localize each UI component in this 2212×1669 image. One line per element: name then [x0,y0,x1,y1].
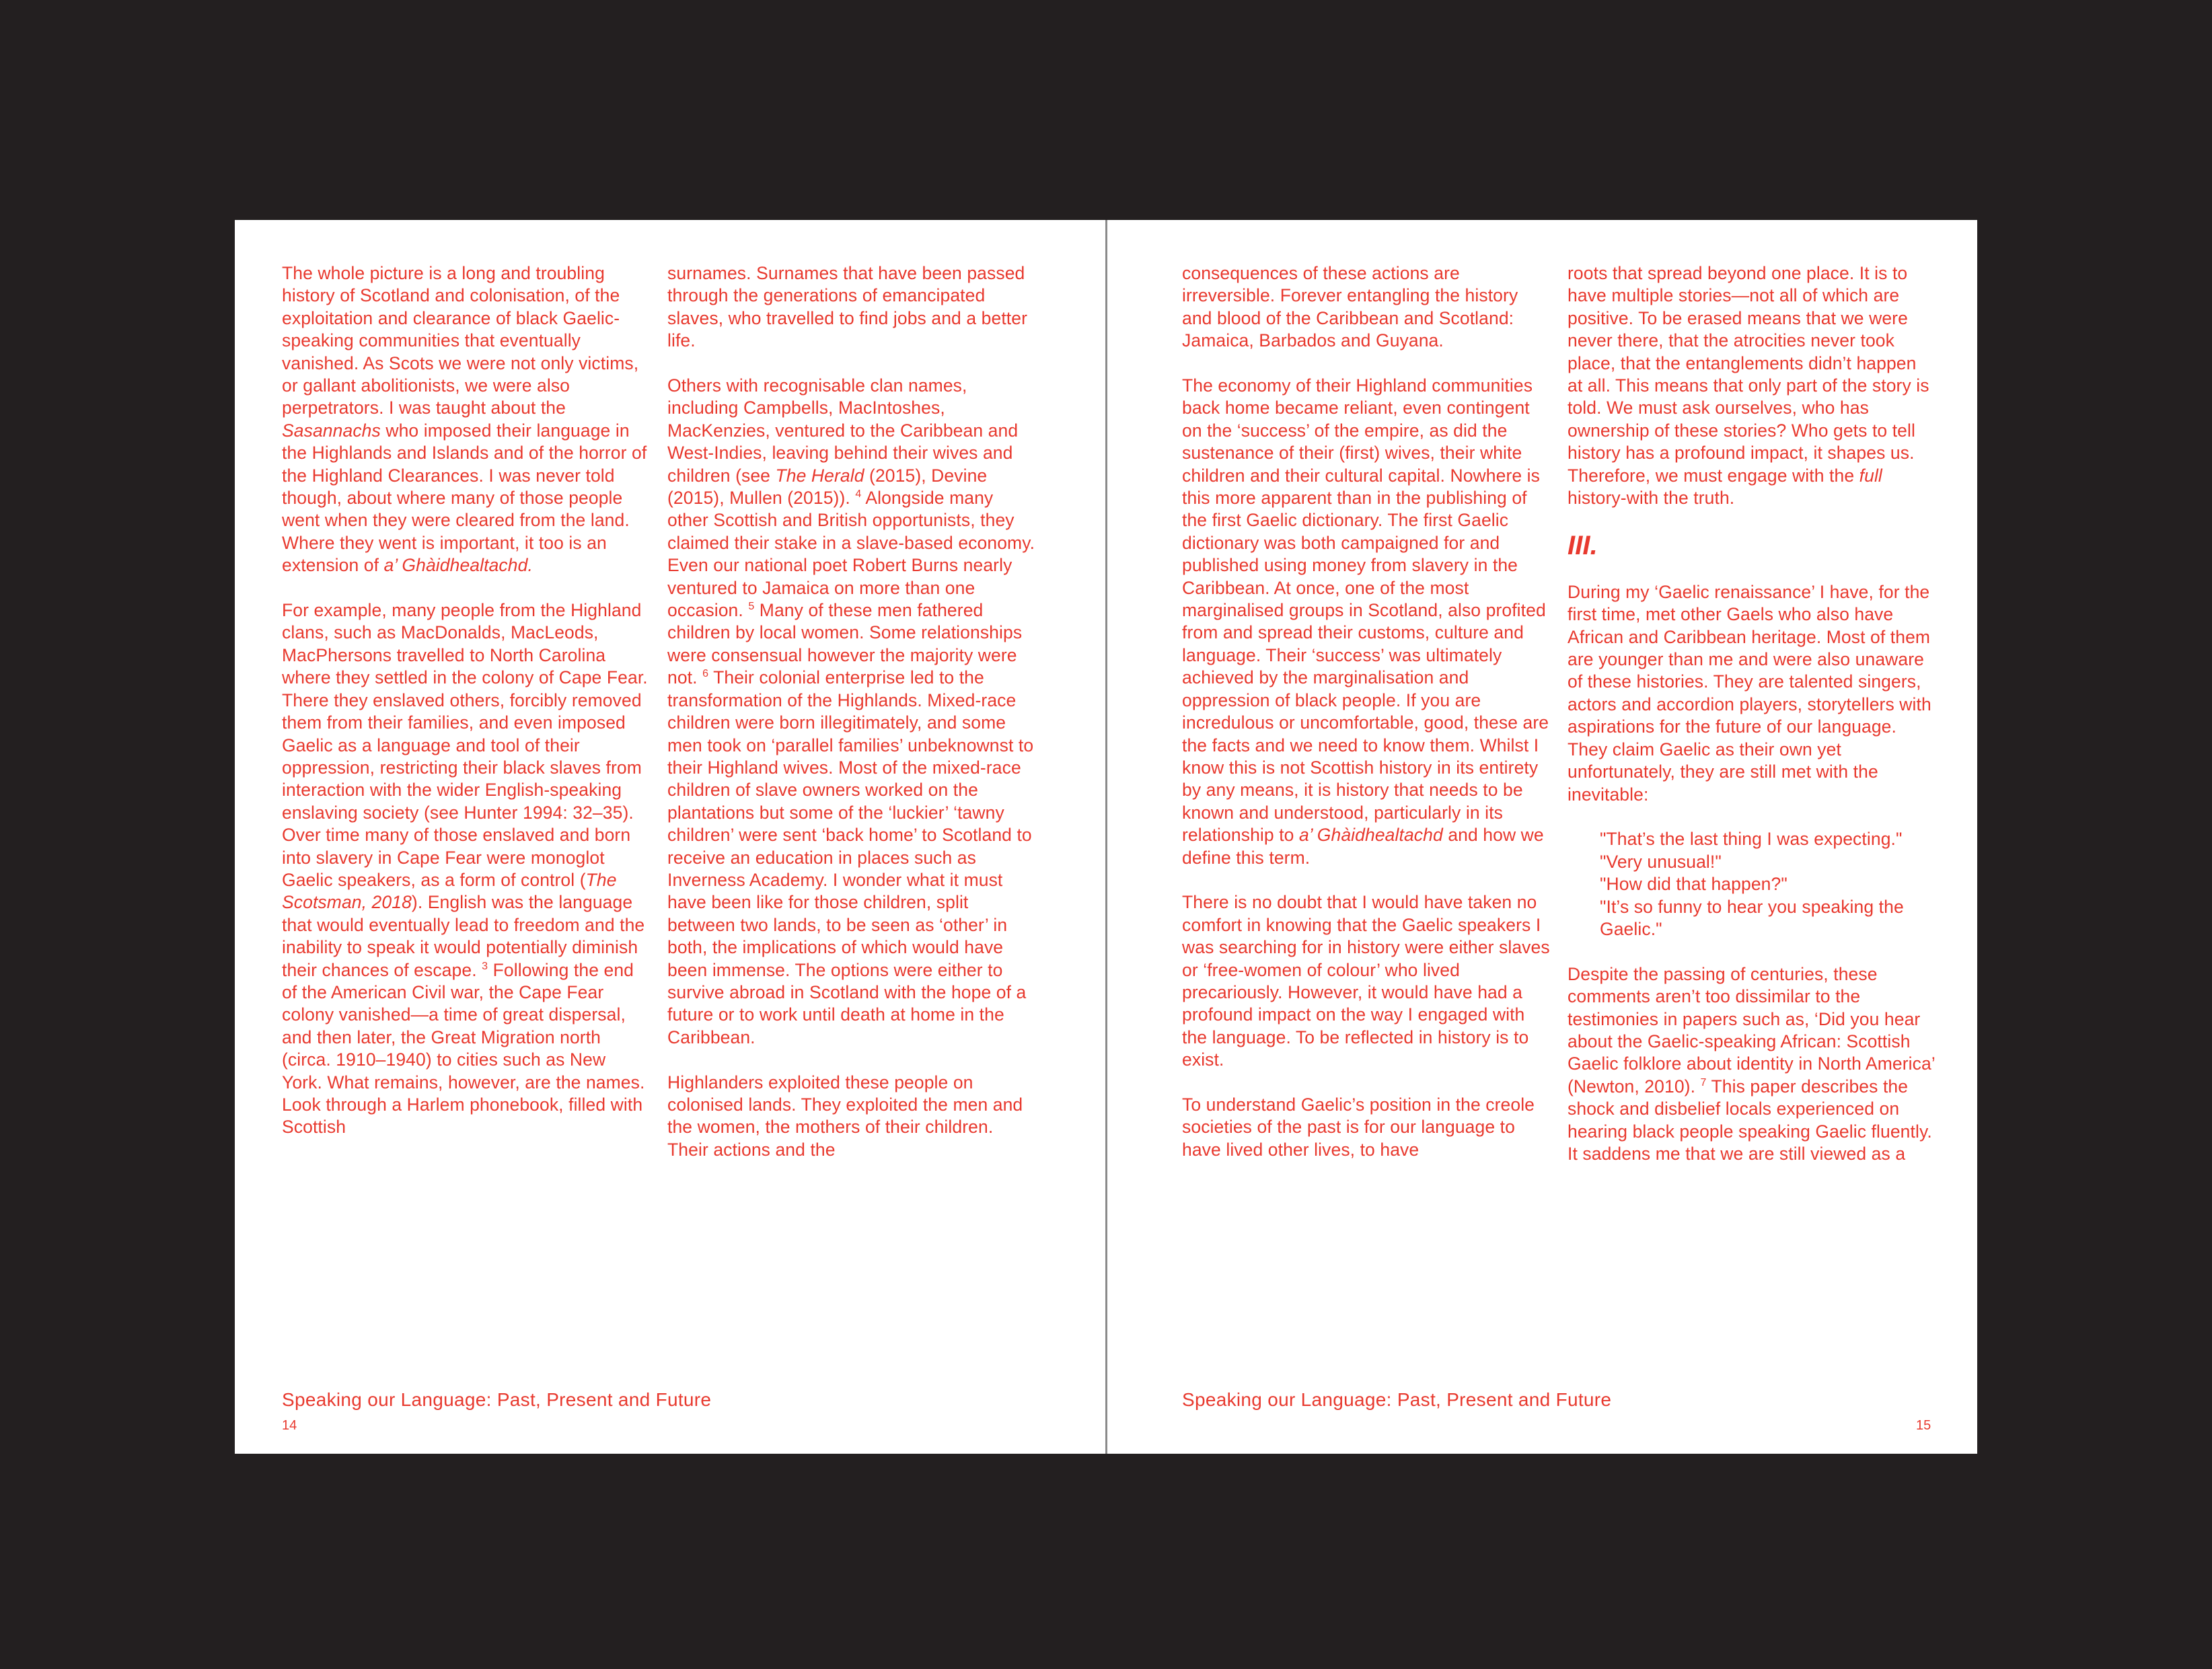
paragraph: roots that spread beyond one place. It is to have multiple stories—not all of which are positive. To be erased means that we were never there, that the atrocities never took place, that the entanglements didn’t happen at all. This means that only part of the story is told. We must ask ourselves, who has ownership of these stories? Who gets to tell history has a profound impact, it shapes us. Therefore, we must engage with the full history-with the truth. [1568,263,1929,509]
paragraph: Highlanders exploited these people on colonised lands. They exploited the men and the women, the mothers of their children. Their actions and the [667,1072,1023,1160]
paragraph: Others with recognisable clan names, including Campbells, MacIntoshes, MacKenzies, ventured to the Caribbean and West-Indies, leaving behind their wives and children (see The Herald (2015), Devine (2015), Mullen (2015)). $^4$ Alongside many other Scottish and British opportunists, they claimed their stake in a slave-based economy. Even our national poet Robert Burns nearly ventured to Jamaica on more than one occasion. $^5$ Many of these men fathered children by local women. Some relationships were consensual however the majority were not. $^6$ Their colonial enterprise led to the transformation of the Highlands. Mixed-race children were born illegitimately, and some men took on ‘parallel families’ unbeknownst to their Highland wives. Most of the mixed-race children of slave owners worked on the plantations but some of the ‘luckier’ ‘tawny children’ were sent ‘back home’ to Scotland to receive an education in places such as Inverness Academy. I wonder what it must have been like for those children, split between two lands, to be seen as ‘other’ in both, the implications of which would have been immense. The options were either to survive abroad in Scotland with the hope of a future or to work until death at home in the Caribbean. [667,375,1035,1047]
right-page-column-1 [1182,262,1551,1184]
footnote-ref: 5 [748,601,755,613]
paragraph: consequences of these actions are irreversible. Forever entangling the history and blood of the Caribbean and Scotland: Jamaica, Barbados and Guyana. [1182,263,1518,351]
running-footer-title: Speaking our Language: Past, Present and Future [282,1389,712,1410]
quote-line: "How did that happen?" [1600,874,1787,895]
page-number: 15 [1916,1418,1931,1433]
left-page-column-2 [667,262,1036,1184]
footnote-ref: 4 [855,488,862,500]
right-page-column-2 [1568,262,1936,1188]
running-footer-title: Speaking our Language: Past, Present and Future [1182,1389,1612,1410]
paragraph: For example, many people from the Highland clans, such as MacDonalds, MacLeods, MacPhersons travelled to North Carolina where they settled in the colony of Cape Fear. There they enslaved others, forcibly removed them from their families, and even imposed Gaelic as a language and tool of their oppression, restricting their black slaves from interaction with the wider English-speaking enslaving society (see Hunter 1994: 32–35). Over time many of those enslaved and born into slavery in Cape Fear were monoglot Gaelic speakers, as a form of control (The Scotsman, 2018). English was the language that would eventually lead to freedom and the inability to speak it would potentially diminish their chances of escape. $^3$ Following the end of the American Civil war, the Cape Fear colony vanished—a time of great dispersal, and then later, the Great Migration north (circa. 1910–1940) to cities such as New York. What remains, however, are the names. Look through a Harlem phonebook, filled with Scottish [282,600,648,1138]
paragraph: To understand Gaelic’s position in the creole societies of the past is for our language to have lived other lives, to have [1182,1094,1535,1160]
section-heading: III. [1568,530,1598,560]
quote-line: "It’s so funny to hear you speaking the Gaelic." [1600,896,1904,939]
paragraph: During my ‘Gaelic renaissance’ I have, for the first time, met other Gaels who also have African and Caribbean heritage. Most of them are younger than me and were also unaware of these histories. They are talented singers, actors and accordion players, storytellers with aspirations for the future of our language. They claim Gaelic as their own yet unfortunately, they are still met with the inevitable: [1568,581,1931,805]
paragraph: The whole picture is a long and troubling history of Scotland and colonisation, of the exploitation and clearance of black Gaelic-speaking communities that eventually vanished. As Scots we were not only victims, or gallant abolitionists, we were also perpetrators. I was taught about the Sasannachs who imposed their language in the Highlands and Islands and of the horror of the Highland Clearances. I was never told though, about where many of those people went when they were cleared from the land. Where they went is important, it too is an extension of a’ Ghàidhealtachd. [282,263,647,576]
quote-line: "That’s the last thing I was expecting." [1600,829,1903,850]
paragraph: surnames. Surnames that have been passed through the generations of emancipated slaves, who travelled to find jobs and a better life. [667,263,1028,351]
paragraph: The economy of their Highland communities back home became reliant, even contingent on the ‘success’ of the empire, as did the sustenance of their (first) wives, their white children and their cultural capital. Nowhere is this more apparent than in the publishing of the first Gaelic dictionary. The first Gaelic dictionary was both campaigned for and published using money from slavery in the Caribbean. At once, one of the most marginalised groups in Scotland, also profited from and spread their customs, culture and language. Their ‘success’ was ultimately achieved by the marginalisation and oppression of black people. If you are incredulous or uncomfortable, good, these are the facts and we need to know them. Whilst I know this is not Scottish history in its entirety by any means, it is history that needs to be known and understood, particularly in its relationship to a’ Ghàidhealtachd and how we define this term. [1182,375,1549,868]
left-page-column-1 [282,262,651,1161]
footnote-ref: 6 [702,668,709,680]
paragraph: There is no doubt that I would have taken no comfort in knowing that the Gaelic speakers I was searching for in history were either slaves or ‘free-women of colour’ who lived precariously. However, it would have had a profound impact on the way I engaged with the language. To be reflected in history is to exist. [1182,892,1550,1070]
page-gutter [1105,220,1107,1454]
page-number: 14 [282,1418,297,1433]
footnote-ref: 7 [1700,1076,1707,1088]
quote-line: "Very unusual!" [1600,851,1722,872]
book-spread [235,220,1977,1454]
paragraph: Despite the passing of centuries, these comments aren’t too dissimilar to the testimonies in papers such as, ‘Did you hear about the Gaelic-speaking African: Scottish Gaelic folklore about identity in North America’ (Newton, 2010). $^7$ This paper describes the shock and disbelief locals experienced on hearing black people speaking Gaelic fluently. It saddens me that we are still viewed as a [1568,963,1935,1164]
quote-block [1568,828,1936,940]
footnote-ref: 3 [482,960,488,972]
